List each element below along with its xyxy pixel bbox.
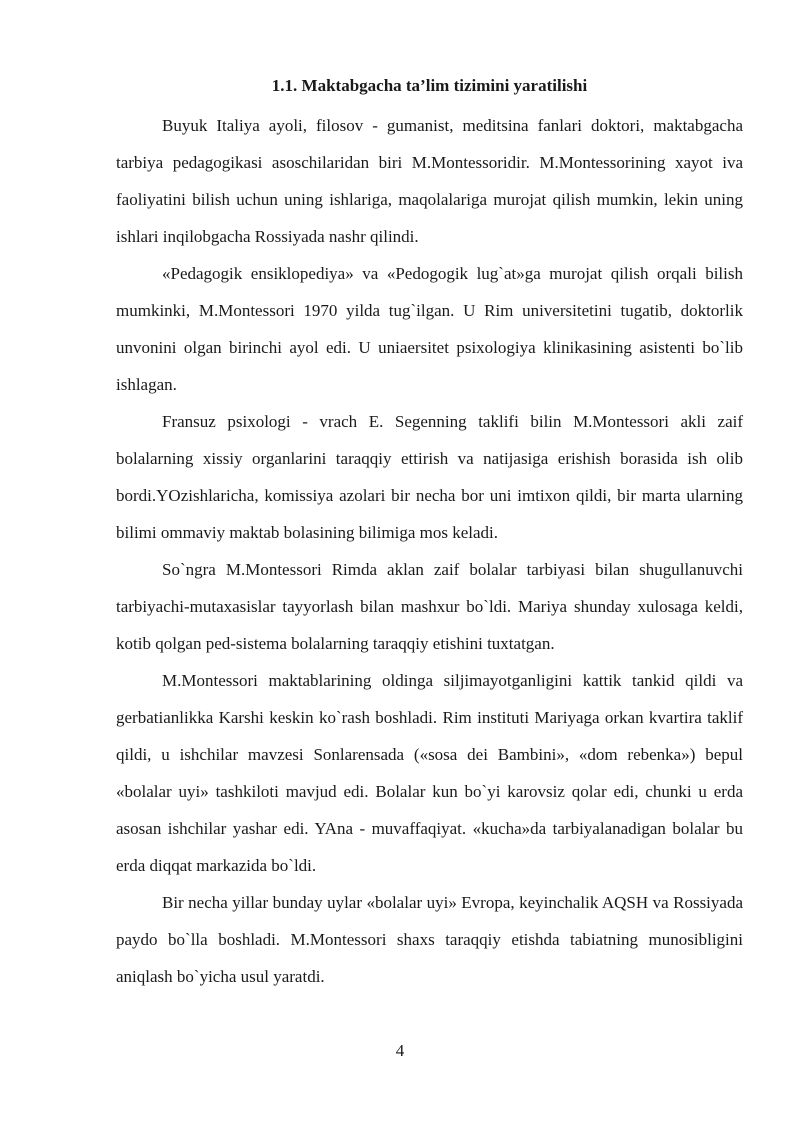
paragraph-4: So`ngra M.Montessori Rimda aklan zaif bolalar tarbiyasi bilan shugullanuvchi tarbiyachi-mutaxasislar tayyorlash bilan mashxur bo`ldi. Mariya shunday xulosaga keldi, kotib qolgan ped-sistema bolalarning taraqqiy etishini tuxtatgan.: [116, 560, 743, 653]
paragraph-6: Bir necha yillar bunday uylar «bolalar uyi» Evropa, keyinchalik AQSH va Rossiyada paydo bo`lla boshladi. M.Montessori shaxs taraqqiy etishda tabiatning munosibligini aniqlash bo`yicha usul yaratdi.: [116, 893, 743, 986]
document-page: [116, 74, 743, 995]
page-number: 4: [395, 1041, 405, 1060]
paragraph-3: Fransuz psixologi - vrach E. Segenning taklifi bilin M.Montessori akli zaif bolalarning xissiy organlarini taraqqiy ettirish va natijasiga erishish borasida ish olib bordi.YOzishlaricha, komissiya azolari bir necha bor uni imtixon qildi, bir marta ularning bilimi ommaviy maktab bolasining bilimiga mos keladi.: [116, 412, 743, 542]
paragraph-5: M.Montessori maktablarining oldinga siljimayotganligini kattik tankid qildi va gerbatianlikka Karshi keskin ko`rash boshladi. Rim instituti Mariyaga orkan kvartira taklif qildi, u ishchilar mavzesi Sonlarensada («sosa dei Bambini», «dom rebenka») bepul «bolalar uyi» tashkiloti mavjud edi. Bolalar kun bo`yi karovsiz qolar edi, chunki u erda asosan ishchilar yashar edi. YAna - muvaffaqiyat. «kucha»da tarbiyalanadigan bolalar bu erda diqqat markazida bo`ldi.: [116, 671, 743, 875]
section-heading: 1.1. Maktabgacha ta’lim tizimini yaratilishi: [271, 76, 588, 95]
paragraph-1: Buyuk Italiya ayoli, filosov - gumanist, meditsina fanlari doktori, maktabgacha tarbiya pedagogikasi asoschilaridan biri M.Montessoridir. M.Montessorining xayot iva faoliyatini bilish uchun uning ishlariga, maqolalariga murojat qilish mumkin, lekin uning ishlari inqilobgacha Rossiyada nashr qilindi.: [116, 116, 743, 246]
paragraph-2: «Pedagogik ensiklopediya» va «Pedogogik lug`at»ga murojat qilish orqali bilish mumkinki, M.Montessori 1970 yilda tug`ilgan. U Rim universitetini tugatib, doktorlik unvonini olgan birinchi ayol edi. U uniaersitet psixologiya klinikasining asistenti bo`lib ishlagan.: [116, 264, 743, 394]
